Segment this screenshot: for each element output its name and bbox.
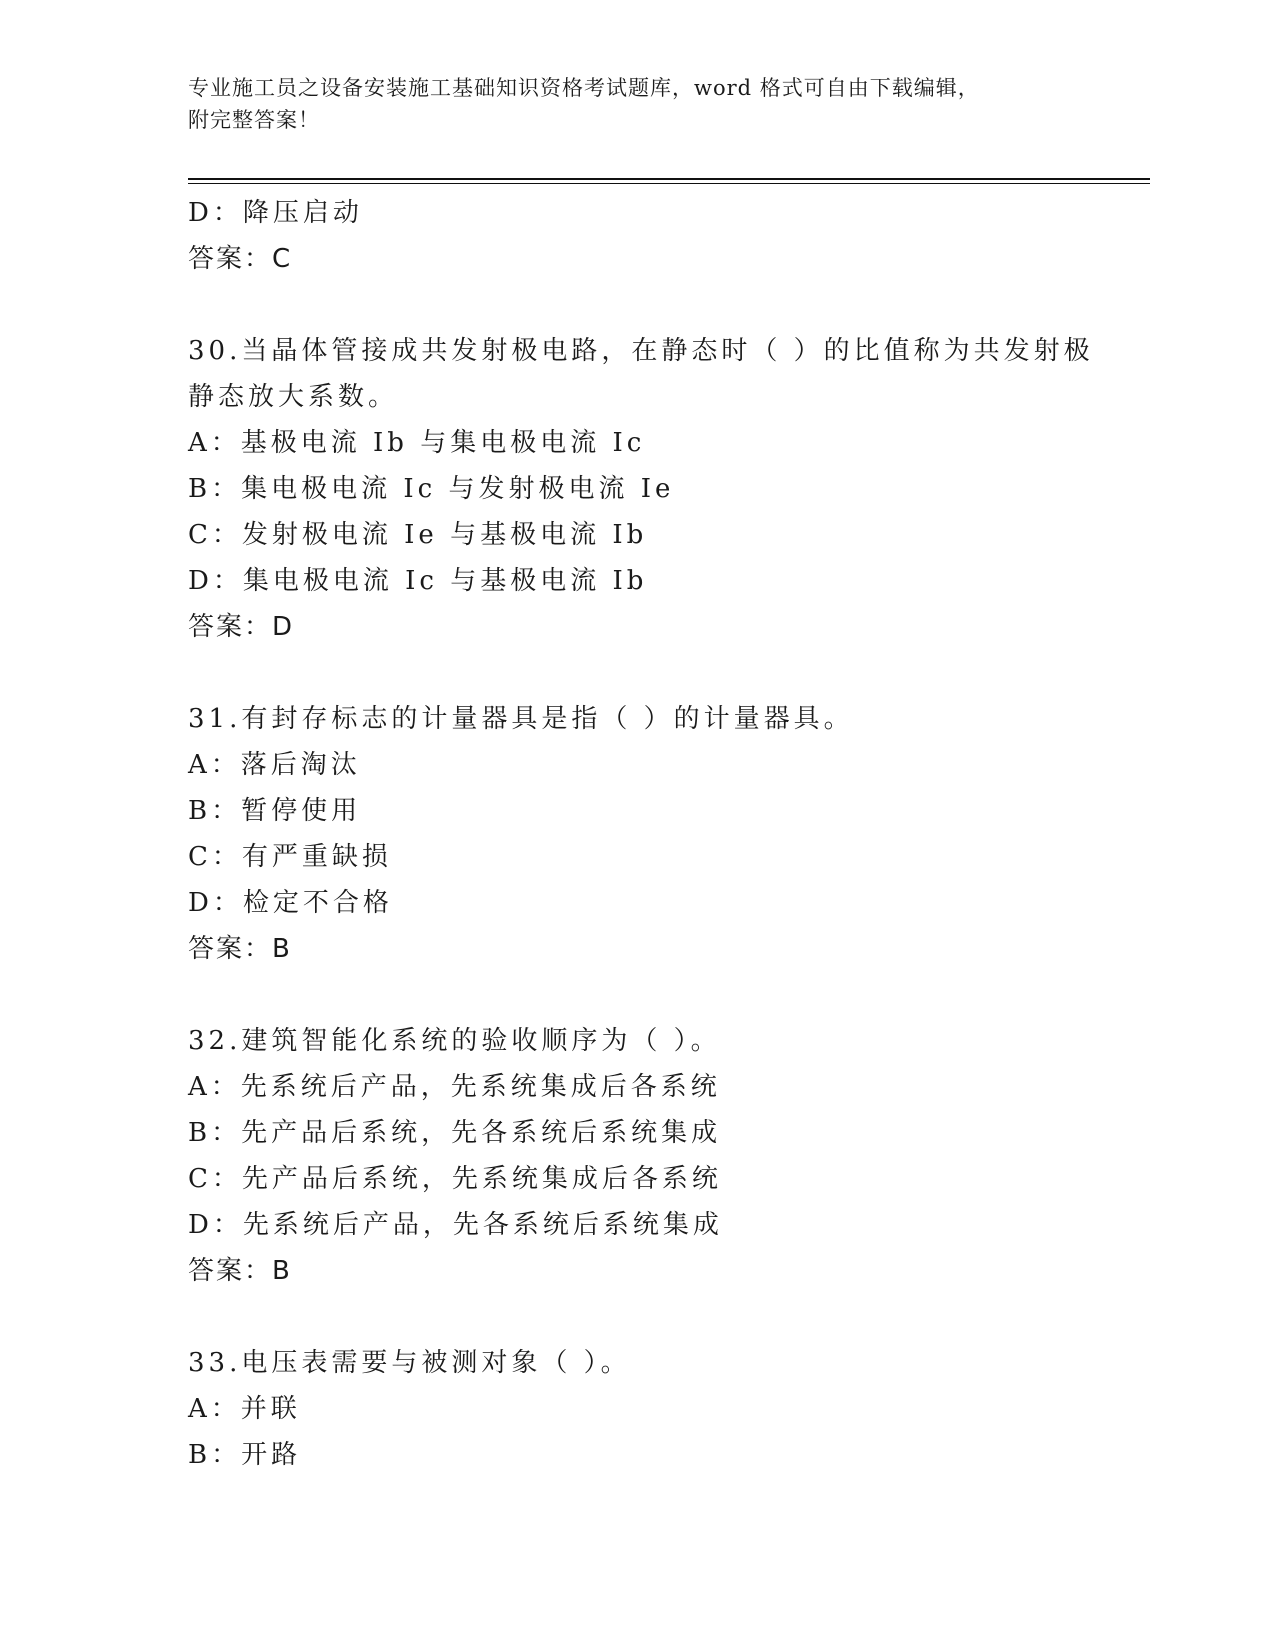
header-rule-thick: [188, 178, 1150, 180]
option-a: A：并联: [188, 1394, 301, 1424]
question-block-33: [188, 1340, 1148, 1478]
page-header: [188, 72, 1068, 136]
header-line-2: 附完整答案！: [188, 108, 320, 132]
answer-line: 答案：B: [188, 1256, 292, 1286]
answer-line: 答案：C: [188, 244, 293, 274]
option-d: D：检定不合格: [188, 888, 393, 918]
question-stem: 静态放大系数。: [188, 382, 399, 412]
option-b: B：集电极电流 Ic 与发射极电流 Ie: [188, 474, 675, 504]
option-d: D：集电极电流 Ic 与基极电流 Ib: [188, 566, 648, 596]
option-d: D：先系统后产品，先各系统后系统集成: [188, 1210, 723, 1240]
header-rule-thin: [188, 183, 1150, 184]
option-b: B：先产品后系统，先各系统后系统集成: [188, 1118, 722, 1148]
question-block-32: [188, 1018, 1148, 1294]
question-block-30: [188, 328, 1148, 650]
option-a: A：落后淘汰: [188, 750, 361, 780]
answer-line: 答案：D: [188, 612, 295, 642]
option-c: C：发射极电流 Ie 与基极电流 Ib: [188, 520, 648, 550]
option-a: A：先系统后产品，先系统集成后各系统: [188, 1072, 721, 1102]
option-c: C：有严重缺损: [188, 842, 392, 872]
question-block-31: [188, 696, 1148, 972]
question-list: [188, 190, 1148, 1478]
question-stem: 32.建筑智能化系统的验收顺序为（ ）。: [188, 1026, 721, 1056]
answer-line: 答案：B: [188, 934, 292, 964]
option-b: B：暂停使用: [188, 796, 362, 826]
option-d: D：降压启动: [188, 198, 363, 228]
question-stem: 33.电压表需要与被测对象（ ）。: [188, 1348, 631, 1378]
question-stem: 30.当晶体管接成共发射极电路，在静态时（ ）的比值称为共发射极: [188, 336, 1094, 366]
option-c: C：先产品后系统，先系统集成后各系统: [188, 1164, 722, 1194]
question-block-29-tail: [188, 190, 1148, 282]
option-b: B：开路: [188, 1440, 302, 1470]
option-a: A：基极电流 Ib 与集电极电流 Ic: [188, 428, 646, 458]
header-line-1: 专业施工员之设备安装施工基础知识资格考试题库，word 格式可自由下载编辑，: [188, 76, 980, 100]
question-stem: 31.有封存标志的计量器具是指（ ）的计量器具。: [188, 704, 854, 734]
